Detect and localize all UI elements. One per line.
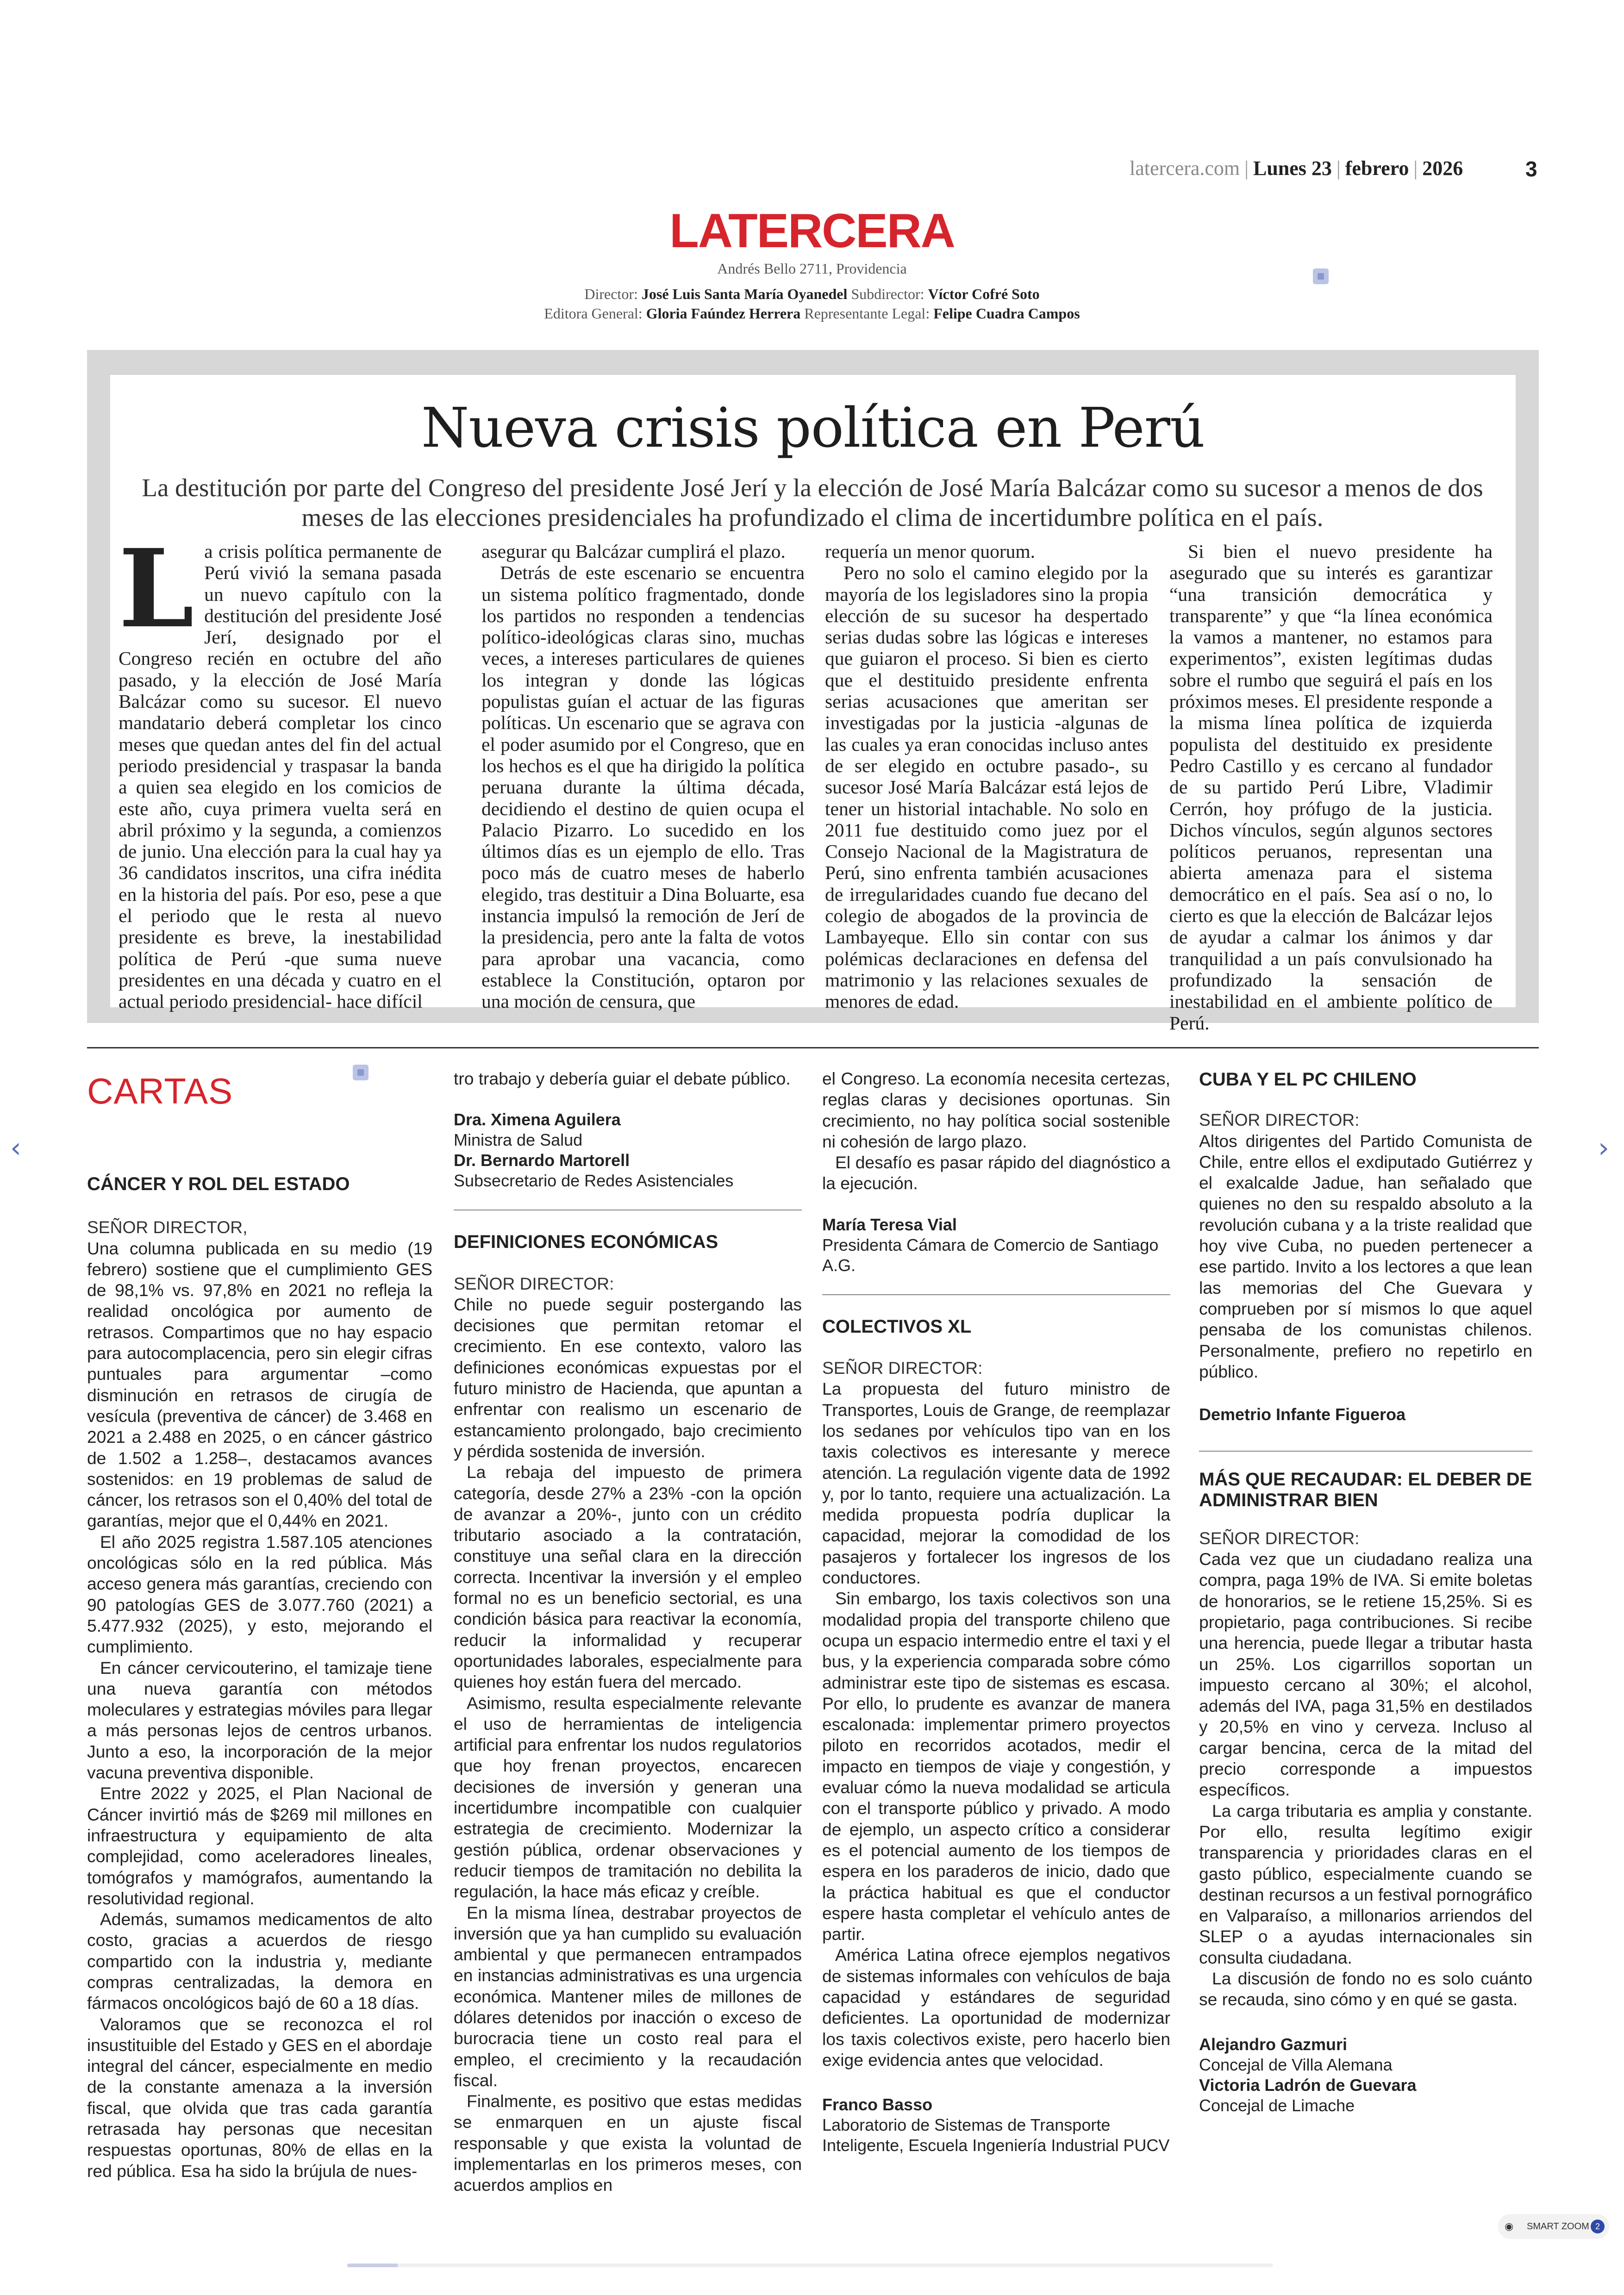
letter-column-1: [87, 1174, 432, 2182]
site-name: latercera.com: [1130, 157, 1240, 180]
letter-paragraph: La propuesta del futuro ministro de Transportes, Louis de Grange, de reemplazar los sedanes por vehículos tipo van en los taxis colectivos es interesante y merece atención. La regulación vigente data de 1992 y, por lo tanto, requiere una actualización. La medida propuesta podría duplicar la capacidad, mejorar la comodidad de los pasajeros y fortalecer los ingresos de los conductores.: [822, 1379, 1170, 1588]
letter-paragraph: Una columna publicada en su medio (19 febrero) sostiene que el cumplimiento GES de 98,1% vs. 97,8% en 2021 no refleja la realidad oncológica por aumento de retrasos. Compartimos que no hay espacio para autocomplacencia, pero sin elegir cifras puntuales para argumentar –como disminución en retrasos de cirugía de vesícula (preventiva de cáncer) de 3.468 en 2021 a 2.488 en 2025, o en cáncer gástrico de 1.502 a 1.258–, destacamos avances sostenidos: en 19 problemas de salud de cáncer, los retrasos son el 0,40% del total de garantías, mejor que el 0,44% en 2021.: [87, 1238, 432, 1531]
page-number: 3: [1525, 157, 1537, 181]
editorial-paragraph: requería un menor quorum.: [825, 541, 1036, 562]
letter-divider: [1199, 1451, 1532, 1452]
letter-column-4: [1199, 1069, 1532, 2116]
previous-page-icon[interactable]: ‹: [10, 1132, 21, 1164]
annotation-marker-icon[interactable]: [353, 1065, 369, 1080]
letter-paragraph: El desafío es pasar rápido del diagnóstico a la ejecución.: [822, 1153, 1170, 1193]
letter-paragraph: En la misma línea, destrabar proyectos de inversión que ya han cumplido su evaluación ambiental y que permanecen entrampados en instancias administrativas es una urgencia económica. Mantener miles de millones de dólares detenidos por inacción o exceso de burocracia tiene un costo real para el empleo, el crecimiento y la recaudación fiscal.: [454, 1902, 802, 2090]
masthead-staff-line-2: Editora General: Gloria Faúndez Herrera Representante Legal: Felipe Cuadra Campos: [544, 305, 1080, 322]
letter-salutation: SEÑOR DIRECTOR:: [1199, 1528, 1360, 1548]
signer-name: Demetrio Infante Figueroa: [1199, 1405, 1406, 1424]
letter-salutation: SEÑOR DIRECTOR:: [454, 1273, 614, 1293]
letter-paragraph: Sin embargo, los taxis colectivos son una modalidad propia del transporte chileno que ocupa un espacio intermedio entre el taxi y el bus, y la experiencia comparada sobre cómo administrar este tipo de sistemas es escasa. Por ello, lo prudente es avanzar de manera escalonada: implementar primero proyectos piloto en recorridos acotados, medir el impacto en tiempos de viaje y congestión, y evaluar cómo la nueva modalidad se articula con el transporte público y privado. A modo de ejemplo, un aspecto crítico a considerar es el potencial aumento de los tiempos de espera en los paraderos de inicio, dado que la práctica habitual es que el conductor espere hasta completar el vehículo antes de partir.: [822, 1589, 1170, 1944]
signer-name: Dr. Bernardo Martorell: [454, 1151, 630, 1170]
signer-role: Concejal de Limache: [1199, 2095, 1355, 2115]
letter-title-cuba: CUBA Y EL PC CHILENO: [1199, 1069, 1417, 1090]
signer-name: María Teresa Vial: [822, 1215, 957, 1234]
signer-role: Laboratorio de Sistemas de Transporte Inteligente, Escuela Ingeniería Industrial PUCV: [822, 2115, 1170, 2155]
editorial-paragraph: a crisis política permanente de Perú vivió la semana pasada un nuevo capítulo con la destitución del presidente José Jerí, designado por el Congreso recién en octubre del año pasado, y la elección de José María Balcázar como su sucesor. El nuevo mandatario deberá completar los cinco meses que quedan antes del fin del actual periodo presidencial y traspasar la banda a quien sea elegido en los comicios de este año, cuya primera vuelta será en abril próximo y la segunda, a comienzos de junio. Una elección para la cual hay ya 36 candidatos inscritos, una cifra inédita en la historia del país. Por eso, pese a que el periodo que le resta al nuevo presidente es breve, la inestabilidad política de Perú -que suma nueve presidentes en una década y cuatro en el actual periodo presidencial- hace difícil: [119, 541, 442, 1012]
letter-column-2: [454, 1068, 802, 2196]
signer-role: Concejal de Villa Alemana: [1199, 2055, 1393, 2074]
annotation-marker-icon[interactable]: [1313, 268, 1329, 284]
page-scrollbar-track[interactable]: [347, 2264, 1273, 2267]
signer-name: Dra. Ximena Aguilera: [454, 1110, 621, 1129]
director-name: José Luis Santa María Oyanedel: [641, 286, 848, 302]
newspaper-address: Andrés Bello 2711, Providencia: [717, 260, 907, 277]
letter-signature-block: [822, 2095, 1170, 2156]
issue-month: febrero: [1345, 157, 1409, 180]
letter-title-definiciones: DEFINICIONES ECONÓMICAS: [454, 1232, 718, 1253]
letter-paragraph: La carga tributaria es amplia y constante. Por ello, resulta legítimo exigir transparencia y prioridades claras en el gasto público, especialmente cuando se destinan recursos a un festival pornográfico en Valparaíso, a millonarios arriendos del SLEP o a ayudas internacionales sin consulta ciudadana.: [1199, 1801, 1532, 1967]
letter-title-colectivos: COLECTIVOS XL: [822, 1316, 972, 1337]
next-page-icon[interactable]: ›: [1598, 1132, 1609, 1164]
letter-salutation: SEÑOR DIRECTOR:: [1199, 1110, 1360, 1130]
letter-paragraph: Cada vez que un ciudadano realiza una compra, paga 19% de IVA. Si emite boletas de honorarios, se le retiene 15,25%. Si es propietario, paga contribuciones. Si recibe una herencia, puede llegar a tributar hasta un 25%. Los cigarrillos soportan un impuesto cercano al 30%; el alcohol, además del IVA, paga 31,5% en destilados y 20,5% en vino y cerveza. Incluso al cargar bencina, cerca de la mitad del precio corresponde a impuestos específicos.: [1199, 1549, 1532, 1800]
letter-paragraph: El año 2025 registra 1.587.105 atenciones oncológicas sólo en la red pública. Más acceso genera más garantías, creciendo con 90 patologías GES de 3.077.760 (2021) a 5.477.932 (2025), y esto, mejorando el cumplimiento.: [87, 1532, 432, 1657]
letter-paragraph: Entre 2022 y 2025, el Plan Nacional de Cáncer invirtió más de $269 mil millones en infraestructura y equipamiento de alta complejidad, como aceleradores lineales, tomógrafos y mamógrafos, aumentando la resolutividad regional.: [87, 1784, 432, 1908]
editorial-paragraph: Detrás de este escenario se encuentra un sistema político fragmentado, donde los partidos no responden a tendencias político-ideológicas claras sino, muchas veces, a intereses particulares de quienes los integran y donde las lógicas populistas guían el actuar de las figuras políticas. Un escenario que se agrava con el poder asumido por el Congreso, que en los hechos es el que ha dirigido la política peruana durante la última década, decidiendo el destino de quien ocupa el Palacio Pizarro. Lo sucedido en los últimos días es un ejemplo de ello. Tras poco más de cuatro meses de haberlo elegido, tras destituir a Dina Boluarte, esa instancia impulsó la remoción de Jerí de la presidencia, pero ante la falta de votos para aprobar una vacancia, como establece la Constitución, optaron por una moción de censura, que: [481, 562, 805, 1012]
smart-zoom-button[interactable]: [1498, 2214, 1609, 2239]
editora-name: Gloria Faúndez Herrera: [646, 305, 801, 322]
editorial-paragraph: Pero no solo el camino elegido por la mayoría de los legisladores sino la propia elección de su sucesor ha despertado serias dudas sobre las lógicas e intereses que guiaron el proceso. Si bien es cierto que el destituido presidente enfrenta serias acusaciones que ameritan ser investigadas por la justicia -algunas de las cuales ya eran conocidas incluso antes de ser elegido en octubre pasado-, su sucesor José María Balcázar está lejos de tener un historial intachable. No solo en 2011 fue destituido como juez por el Consejo Nacional de la Magistratura de Perú, sino enfrenta también acusaciones de irregularidades cuando fue decano del colegio de abogados de la provincia de Lambayeque. Ello sin contar con sus polémicas declaraciones en defensa del matrimonio y las relaciones sexuales de menores de edad.: [825, 562, 1148, 1012]
editorial-title: Nueva crisis política en Perú: [421, 396, 1205, 460]
letter-signature-block: [454, 1110, 802, 1191]
letter-title-recaudar: MÁS QUE RECAUDAR: EL DEBER DE ADMINISTRAR BIEN: [1199, 1469, 1532, 1511]
editorial-column-3: [825, 541, 1148, 1012]
section-divider: [87, 1047, 1539, 1048]
letter-salutation: SEÑOR DIRECTOR,: [87, 1217, 248, 1237]
page-scrollbar-thumb[interactable]: [347, 2264, 398, 2267]
letter-paragraph: En cáncer cervicouterino, el tamizaje tiene una nueva garantía con métodos moleculares y estrategias móviles para llegar a más personas lejos de centros urbanos. Junto a eso, la incorporación de la mejor vacuna preventiva disponible.: [87, 1658, 432, 1783]
letter-signature-block: [822, 1215, 1170, 1276]
letter-salutation: SEÑOR DIRECTOR:: [822, 1358, 983, 1378]
letter-column-3: [822, 1068, 1170, 2156]
letter-paragraph: Valoramos que se reconozca el rol insustituible del Estado y GES en el abordaje integral del cáncer, especialmente en medio de la constante amenaza a la inversión fiscal, que olvida que tras cada garantía retrasada hay personas que necesitan respuestas oportunas, 80% de ellas en la red pública. Esa ha sido la brújula de nues-: [87, 2014, 432, 2181]
editorial-column-4: [1169, 541, 1493, 1034]
signer-role: Presidenta Cámara de Comercio de Santiago A.G.: [822, 1235, 1159, 1275]
letter-paragraph: Chile no puede seguir postergando las decisiones que permitan retomar el crecimiento. En ese contexto, valoro las definiciones económicas expuestas por el futuro ministro de Hacienda, que apuntan a enfrentar con realismo un escenario de estancamiento prolongado, bajo crecimiento y pérdida sostenida de inversión.: [454, 1294, 802, 1461]
letter-signature-block: [1199, 2034, 1532, 2116]
editorial-paragraph: asegurar qu Balcázar cumplirá el plazo.: [481, 541, 786, 562]
eye-icon: ◉: [1505, 2220, 1514, 2232]
letter-paragraph: Finalmente, es positivo que estas medidas se enmarquen en un ajuste fiscal responsable y que exista la voluntad de implementarlas en los primeros meses, con acuerdos amplios en: [454, 2091, 802, 2195]
editorial-paragraph: Si bien el nuevo presidente ha asegurado que su interés es garantizar “una transición democrática y transparente” y que “la línea económica la vamos a mantener, no estamos para experimentos”, existen legítimas dudas sobre el rumbo que seguirá el país en los próximos meses. El presidente responde a la misma línea política de izquierda populista del destituido ex presidente Pedro Castillo y es cercano al fundador de su partido Perú Libre, Vladimir Cerrón, hoy prófugo de la justicia. Dichos vínculos, según algunos sectores políticos peruanos, representan una abierta amenaza para el sistema democrático en el país. Sea así o no, lo cierto es que la elección de Balcázar lejos de ayudar a calmar los ánimos y dar tranquilidad a un país convulsionado ha profundizado la sensación de inestabilidad en el ambiente político de Perú.: [1169, 541, 1493, 1034]
legal-rep-name: Felipe Cuadra Campos: [933, 305, 1080, 322]
signer-name: Alejandro Gazmuri: [1199, 2034, 1348, 2054]
masthead-staff-line-1: Director: José Luis Santa María Oyanedel Subdirector: Víctor Cofré Soto: [584, 286, 1040, 302]
page-folio: latercera.com | Lunes 23 | febrero | 2026: [1130, 157, 1463, 180]
editorial-column-2: [481, 541, 805, 1012]
letter-paragraph: el Congreso. La economía necesita certezas, reglas claras y decisiones oportunas. Sin crecimiento, no hay política social sostenible ni cohesión de largo plazo.: [822, 1069, 1170, 1151]
letter-signature-block: [1199, 1404, 1532, 1425]
letter-paragraph: Asimismo, resulta especialmente relevante el uso de herramientas de inteligencia artificial para enfrentar los nudos regulatorios que hoy frenan proyectos, encarecen decisiones de inversión y generan una incertidumbre incompatible con cualquier estrategia de crecimiento. Modernizar la gestión pública, ordenar observaciones y reducir tiempos de tramitación no debilita la regulación, la hace más eficaz y creíble.: [454, 1693, 802, 1902]
editorial-column-1: [119, 525, 442, 1012]
signer-name: Victoria Ladrón de Guevara: [1199, 2075, 1417, 2095]
letter-paragraph: La discusión de fondo no es solo cuánto se recauda, sino cómo y en qué se gasta.: [1199, 1968, 1532, 2009]
letters-section-title: CARTAS: [87, 1071, 233, 1111]
issue-day: Lunes 23: [1253, 157, 1332, 180]
letter-paragraph: tro trabajo y debería guiar el debate público.: [454, 1069, 791, 1088]
letter-paragraph: Además, sumamos medicamentos de alto costo, gracias a acuerdos de riesgo compartido con la industria y, mediante compras centralizadas, la demora en fármacos oncológicos bajó de 60 a 18 días.: [87, 1909, 432, 2013]
signer-role: Subsecretario de Redes Asistenciales: [454, 1171, 734, 1191]
drop-cap: L: [119, 525, 194, 652]
editorial-lede: La destitución por parte del Congreso del presidente José Jerí y la elección de José María Balcázar como su sucesor a menos de dos meses de las elecciones presidenciales ha profundizado el clima de incertidumbre política en el país.: [142, 474, 1483, 531]
smart-zoom-badge: 2: [1591, 2220, 1605, 2233]
letter-paragraph: Altos dirigentes del Partido Comunista de Chile, entre ellos el exdiputado Gutiérrez y el exalcalde Jadue, han señalado que quienes no den su respaldo absoluto a la revolución cubana y a la triste realidad que hoy vive Cuba, no pueden pertenecer a ese partido. Invito a los lectores a que lean las memorias del Che Guevara y comprueben por sí mismos lo que aquel pensaba de los comunistas chilenos. Personalmente, prefiero no repetirlo en público.: [1199, 1131, 1532, 1381]
letter-paragraph: La rebaja del impuesto de primera categoría, desde 27% a 23% -con la opción de avanzar a 20%-, junto con un crédito tributario asociado a la contratación, constituye una señal clara en la dirección correcta. Incentivar la inversión y el empleo formal no es un beneficio sectorial, es una condición básica para reactivar la economía, reducir la informalidad y recuperar oportunidades laborales, especialmente para quienes hoy están fuera del mercado.: [454, 1462, 802, 1692]
newspaper-logo: LATERCERA: [669, 204, 955, 258]
issue-year: 2026: [1422, 157, 1463, 180]
letter-divider: [822, 1294, 1170, 1295]
letter-title-cancer: CÁNCER Y ROL DEL ESTADO: [87, 1174, 350, 1194]
signer-role: Ministra de Salud: [454, 1130, 583, 1150]
smart-zoom-label: SMART ZOOM: [1527, 2221, 1589, 2232]
signer-name: Franco Basso: [822, 2095, 933, 2114]
letter-paragraph: América Latina ofrece ejemplos negativos de sistemas informales con vehículos de baja capacidad y estándares de seguridad deficientes. La oportunidad de modernizar los taxis colectivos existe, pero hacerlo bien exige evidencia antes que velocidad.: [822, 1945, 1170, 2070]
subdirector-name: Víctor Cofré Soto: [928, 286, 1040, 302]
